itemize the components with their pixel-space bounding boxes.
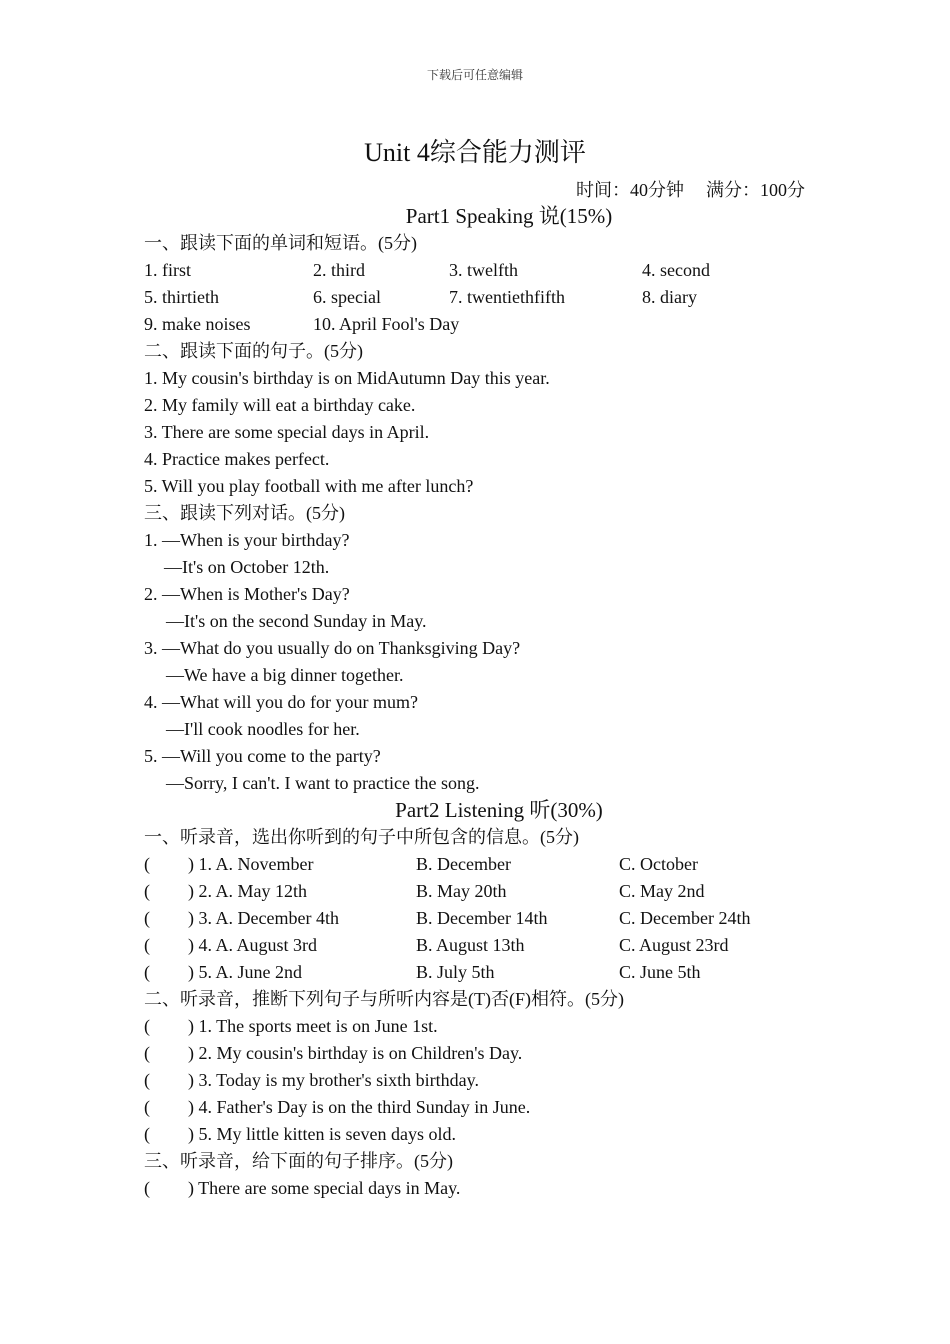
word-row (144, 284, 824, 311)
word-item: 4. second (642, 260, 710, 280)
section-heading: 二、听录音，推断下列句子与所听内容是(T)否(F)相符。(5分) (144, 989, 624, 1009)
choice-a: ( ) 4. A. August 3rd (144, 932, 416, 959)
answer-blank[interactable]: ( (144, 854, 150, 874)
section-heading: 二、跟读下面的句子。(5分) (144, 341, 363, 361)
answer-blank[interactable]: ( (144, 881, 150, 901)
choice-c: C. May 2nd (619, 881, 705, 901)
order-item: ( ) There are some special days in May. (144, 1175, 824, 1202)
page-header-note: 下载后可任意编辑 (426, 68, 523, 82)
choice-c: C. August 23rd (619, 935, 729, 955)
section-heading: 三、跟读下列对话。(5分) (144, 503, 345, 523)
dialog-answer: —Sorry, I can't. I want to practice the song. (166, 773, 480, 793)
word-row (144, 311, 824, 338)
full-score: 满分：100分 (706, 180, 805, 200)
dialog-question: 5. —Will you come to the party? (144, 746, 381, 766)
dialog-question: 4. —What will you do for your mum? (144, 692, 418, 712)
sentence-line: 2. My family will eat a birthday cake. (144, 395, 416, 415)
word-item: 1. first (144, 260, 191, 280)
choice-b: B. July 5th (416, 962, 495, 982)
choice-row (144, 959, 824, 986)
choice-row (144, 905, 824, 932)
section-heading: 一、跟读下面的单词和短语。(5分) (144, 233, 417, 253)
choice-row (144, 932, 824, 959)
choice-c: C. June 5th (619, 962, 701, 982)
dialog-answer: —It's on October 12th. (164, 557, 330, 577)
answer-blank[interactable]: ( (144, 1124, 150, 1144)
word-row (144, 257, 824, 284)
exam-meta (576, 176, 805, 202)
choice-b: B. December 14th (416, 908, 548, 928)
exam-content (144, 203, 824, 1202)
tf-item: ( ) 2. My cousin's birthday is on Children's Day. (144, 1040, 824, 1067)
tf-item: ( ) 3. Today is my brother's sixth birthday. (144, 1067, 824, 1094)
word-item: 5. thirtieth (144, 287, 219, 307)
section-heading: 三、听录音，给下面的句子排序。(5分) (144, 1151, 453, 1171)
dialog-question: 1. —When is your birthday? (144, 530, 350, 550)
answer-blank[interactable]: ( (144, 1070, 150, 1090)
answer-blank[interactable]: ( (144, 1016, 150, 1036)
sentence-line: 5. Will you play football with me after lunch? (144, 476, 474, 496)
word-item: 2. third (313, 260, 365, 280)
choice-c: C. December 24th (619, 908, 751, 928)
dialog-question: 3. —What do you usually do on Thanksgiving Day? (144, 638, 521, 658)
choice-a: ( ) 3. A. December 4th (144, 905, 416, 932)
word-item: 10. April Fool's Day (313, 314, 460, 334)
part1-heading: Part1 Speaking 说(15%) (405, 204, 613, 228)
answer-blank[interactable]: ( (144, 1043, 150, 1063)
word-item: 3. twelfth (449, 260, 518, 280)
sentence-line: 3. There are some special days in April. (144, 422, 430, 442)
choice-a: ( ) 5. A. June 2nd (144, 959, 416, 986)
choice-row (144, 878, 824, 905)
choice-b: B. December (416, 854, 511, 874)
sentence-line: 1. My cousin's birthday is on MidAutumn Day this year. (144, 368, 550, 388)
choice-b: B. May 20th (416, 881, 507, 901)
answer-blank[interactable]: ( (144, 1178, 150, 1198)
answer-blank[interactable]: ( (144, 908, 150, 928)
tf-item: ( ) 5. My little kitten is seven days old. (144, 1121, 824, 1148)
word-item: 9. make noises (144, 314, 251, 334)
answer-blank[interactable]: ( (144, 962, 150, 982)
tf-item: ( ) 1. The sports meet is on June 1st. (144, 1013, 824, 1040)
word-item: 7. twentiethfifth (449, 287, 565, 307)
choice-b: B. August 13th (416, 935, 525, 955)
choice-c: C. October (619, 854, 698, 874)
tf-item: ( ) 4. Father's Day is on the third Sunday in June. (144, 1094, 824, 1121)
dialog-answer: —We have a big dinner together. (166, 665, 404, 685)
answer-blank[interactable]: ( (144, 935, 150, 955)
choice-a: ( ) 1. A. November (144, 851, 416, 878)
page-title: Unit 4综合能力测评 (364, 138, 586, 167)
dialog-answer: —I'll cook noodles for her. (166, 719, 360, 739)
part2-heading: Part2 Listening 听(30%) (395, 798, 603, 822)
sentence-line: 4. Practice makes perfect. (144, 449, 330, 469)
choice-a: ( ) 2. A. May 12th (144, 878, 416, 905)
word-item: 6. special (313, 287, 381, 307)
choice-row (144, 851, 824, 878)
time-limit: 时间：40分钟 (576, 180, 684, 200)
answer-blank[interactable]: ( (144, 1097, 150, 1117)
word-item: 8. diary (642, 287, 697, 307)
dialog-answer: —It's on the second Sunday in May. (166, 611, 427, 631)
dialog-question: 2. —When is Mother's Day? (144, 584, 350, 604)
section-heading: 一、听录音，选出你听到的句子中所包含的信息。(5分) (144, 827, 579, 847)
